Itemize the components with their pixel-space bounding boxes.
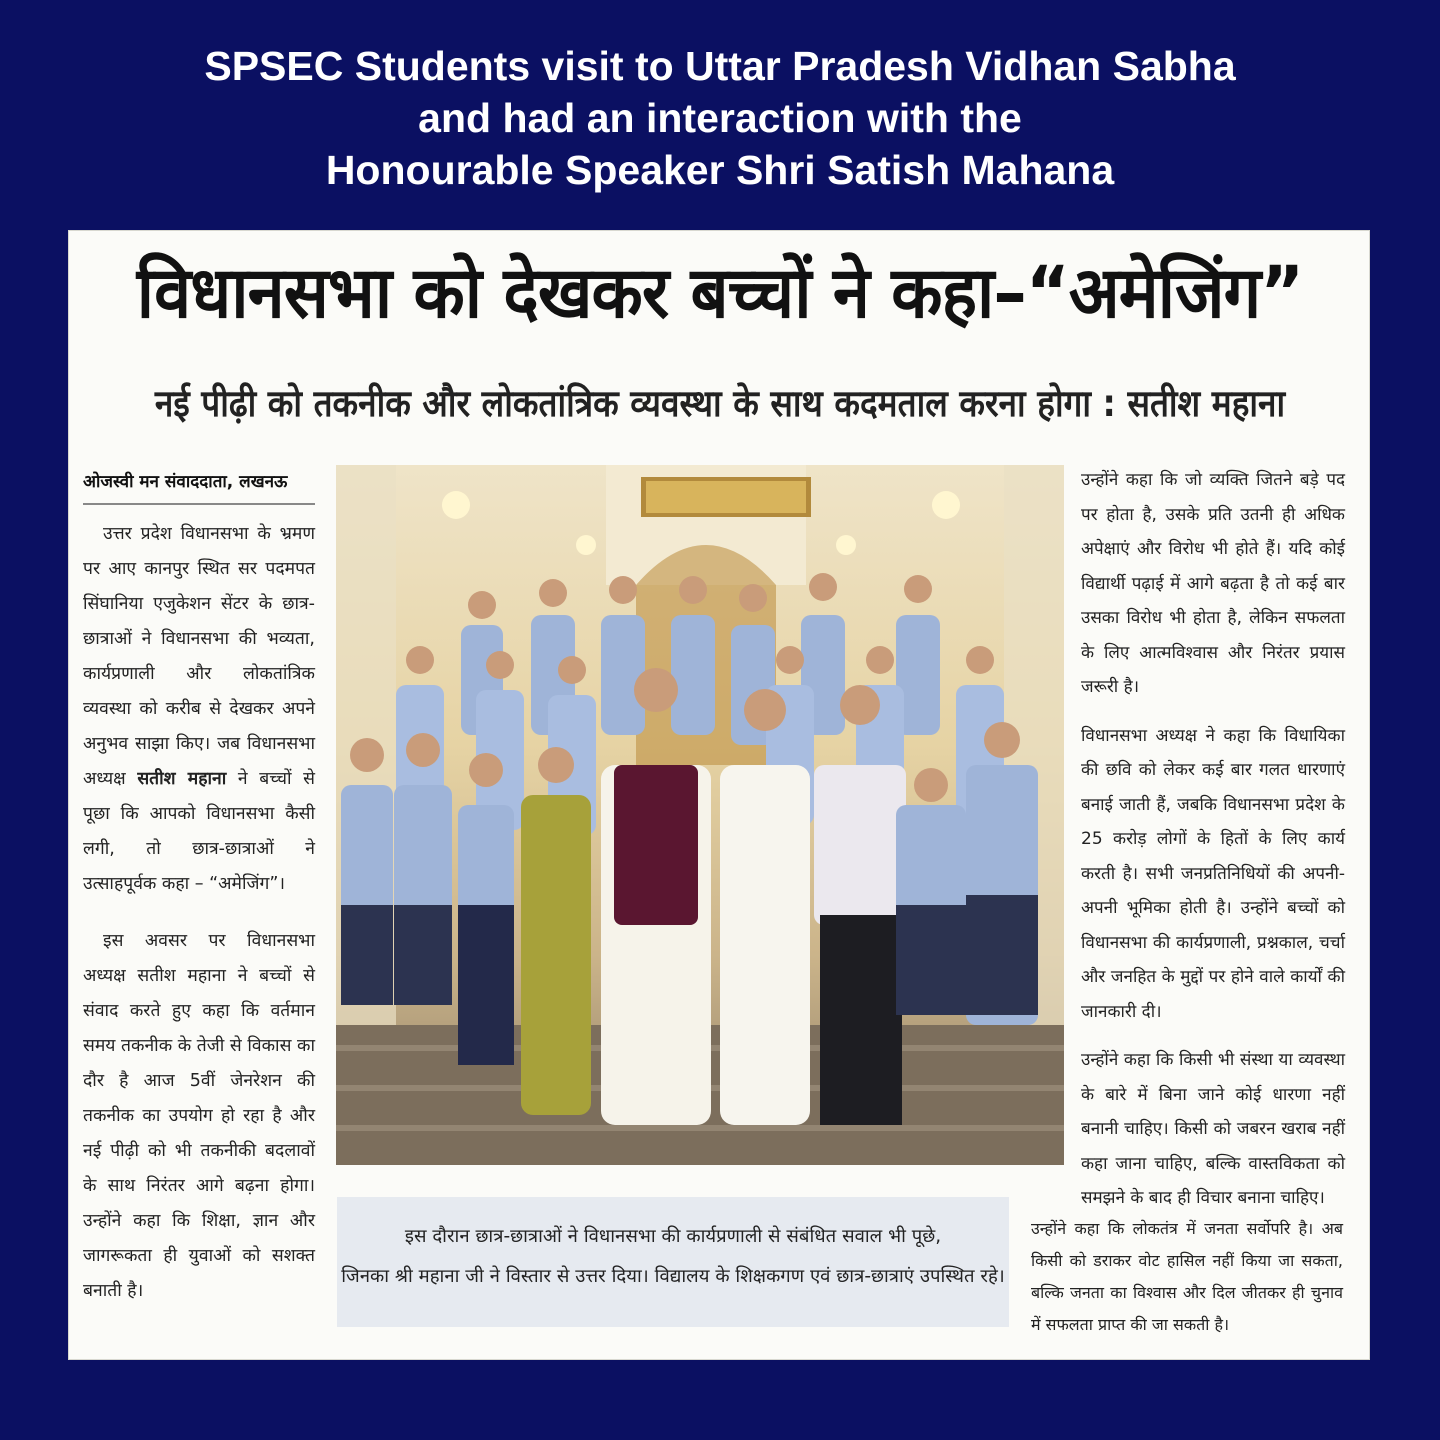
right-paragraph-1: उन्होंने कहा कि जो व्यक्ति जितने बड़े पद पर होता है, उसके प्रति उतनी ही अधिक अपेक्षाएं और विरोध भी होते हैं। यदि कोई विद्यार्थी पढ़ाई में आगे बढ़ता है तो कई बार उसका विरोध भी होता है, लेकिन सफलता के लिए आत्मविश्वास और निरंतर प्रयास जरूरी है। <box>1081 470 1345 697</box>
banner-line-3: Honourable Speaker Shri Satish Mahana <box>325 147 1115 193</box>
group-photo-illustration <box>336 465 1064 1165</box>
newspaper-clipping <box>68 230 1370 1360</box>
article-subheadline: नई पीढ़ी को तकनीक और लोकतांत्रिक व्यवस्था के साथ कदमताल करना होगा : सतीश महाना <box>154 382 1286 425</box>
left-column <box>83 467 315 1331</box>
speaker-name-bold: सतीश महाना <box>137 769 227 789</box>
left-paragraph-1-text: उत्तर प्रदेश विधानसभा के भ्रमण पर आए कानपुर स्थित सर पदमपत सिंघानिया एजुकेशन सेंटर के छात्र-छात्राओं ने विधानसभा की भव्यता, कार्यप्रणाली और लोकतांत्रिक व्यवस्था को करीब से देखकर अपने अनुभव साझा किए। जब विधानसभा अध्यक्ष <box>83 524 315 789</box>
caption-line-1: इस दौरान छात्र-छात्राओं ने विधानसभा की कार्यप्रणाली से संबंधित सवाल भी पूछे, <box>404 1226 942 1247</box>
banner-line-1: SPSEC Students visit to Uttar Pradesh Vidhan Sabha <box>204 43 1236 89</box>
banner-title <box>0 40 1440 196</box>
right-column <box>1081 463 1345 1230</box>
right-paragraph-2: विधानसभा अध्यक्ष ने कहा कि विधायिका की छवि को लेकर कई बार गलत धारणाएं बनाई जाती हैं, जबकि विधानसभा प्रदेश के 25 करोड़ लोगों के हितों के लिए कार्य करती है। सभी जनप्रतिनिधियों की अपनी-अपनी भूमिका होती है। उन्होंने बच्चों को विधानसभा की कार्यप्रणाली, प्रश्नकाल, चर्चा और जनहित के मुद्दों पर होने वाले कार्यों की जानकारी दी। <box>1081 725 1345 1022</box>
group-photo <box>336 465 1064 1165</box>
right-paragraph-3: उन्होंने कहा कि किसी भी संस्था या व्यवस्था के बारे में बिना जाने कोई धारणा नहीं बनानी चाहिए। किसी को जबरन खराब नहीं कहा जाना चाहिए, बल्कि वास्तविकता को समझने के बाद ही विचार बनाना चाहिए। <box>1081 1050 1345 1208</box>
left-paragraph-2: इस अवसर पर विधानसभा अध्यक्ष सतीश महाना ने बच्चों से संवाद करते हुए कहा कि वर्तमान समय तकनीक के तेजी से विकास का दौर है आज 5वीं जेनरेशन की तकनीक का उपयोग हो रहा है और नई पीढ़ी को भी तकनीकी बदलावों के साथ निरंतर आगे बढ़ना होगा। उन्होंने कहा कि शिक्षा, ज्ञान और जागरूकता ही युवाओं को सशक्त बनाती है। <box>83 931 315 1301</box>
left-paragraph-1 <box>83 517 315 902</box>
caption-line-2: जिनका श्री महाना जी ने विस्तार से उत्तर दिया। विद्यालय के शिक्षकगण एवं छात्र-छात्राएं उपस्थित रहे। <box>341 1266 1005 1287</box>
article-byline: ओजस्वी मन संवाददाता, लखनऊ <box>83 467 315 505</box>
photo-caption <box>337 1197 1009 1327</box>
banner-line-2: and had an interaction with the <box>418 95 1022 141</box>
article-headline: विधानसभा को देखकर बच्चों ने कहा–“अमेजिंग” <box>136 251 1304 334</box>
right-paragraph-4: उन्होंने कहा कि लोकतंत्र में जनता सर्वोपरि है। अब किसी को डराकर वोट हासिल नहीं किया जा सकता, बल्कि जनता का विश्वास और दिल जीतकर ही चुनाव में सफलता प्राप्त की जा सकती है। <box>1031 1219 1343 1334</box>
left-paragraph-1-text-end: ने बच्चों से पूछा कि आपको विधानसभा कैसी लगी, तो छात्र-छात्राओं ने उत्साहपूर्वक कहा – “अमेजिंग”। <box>83 769 315 894</box>
